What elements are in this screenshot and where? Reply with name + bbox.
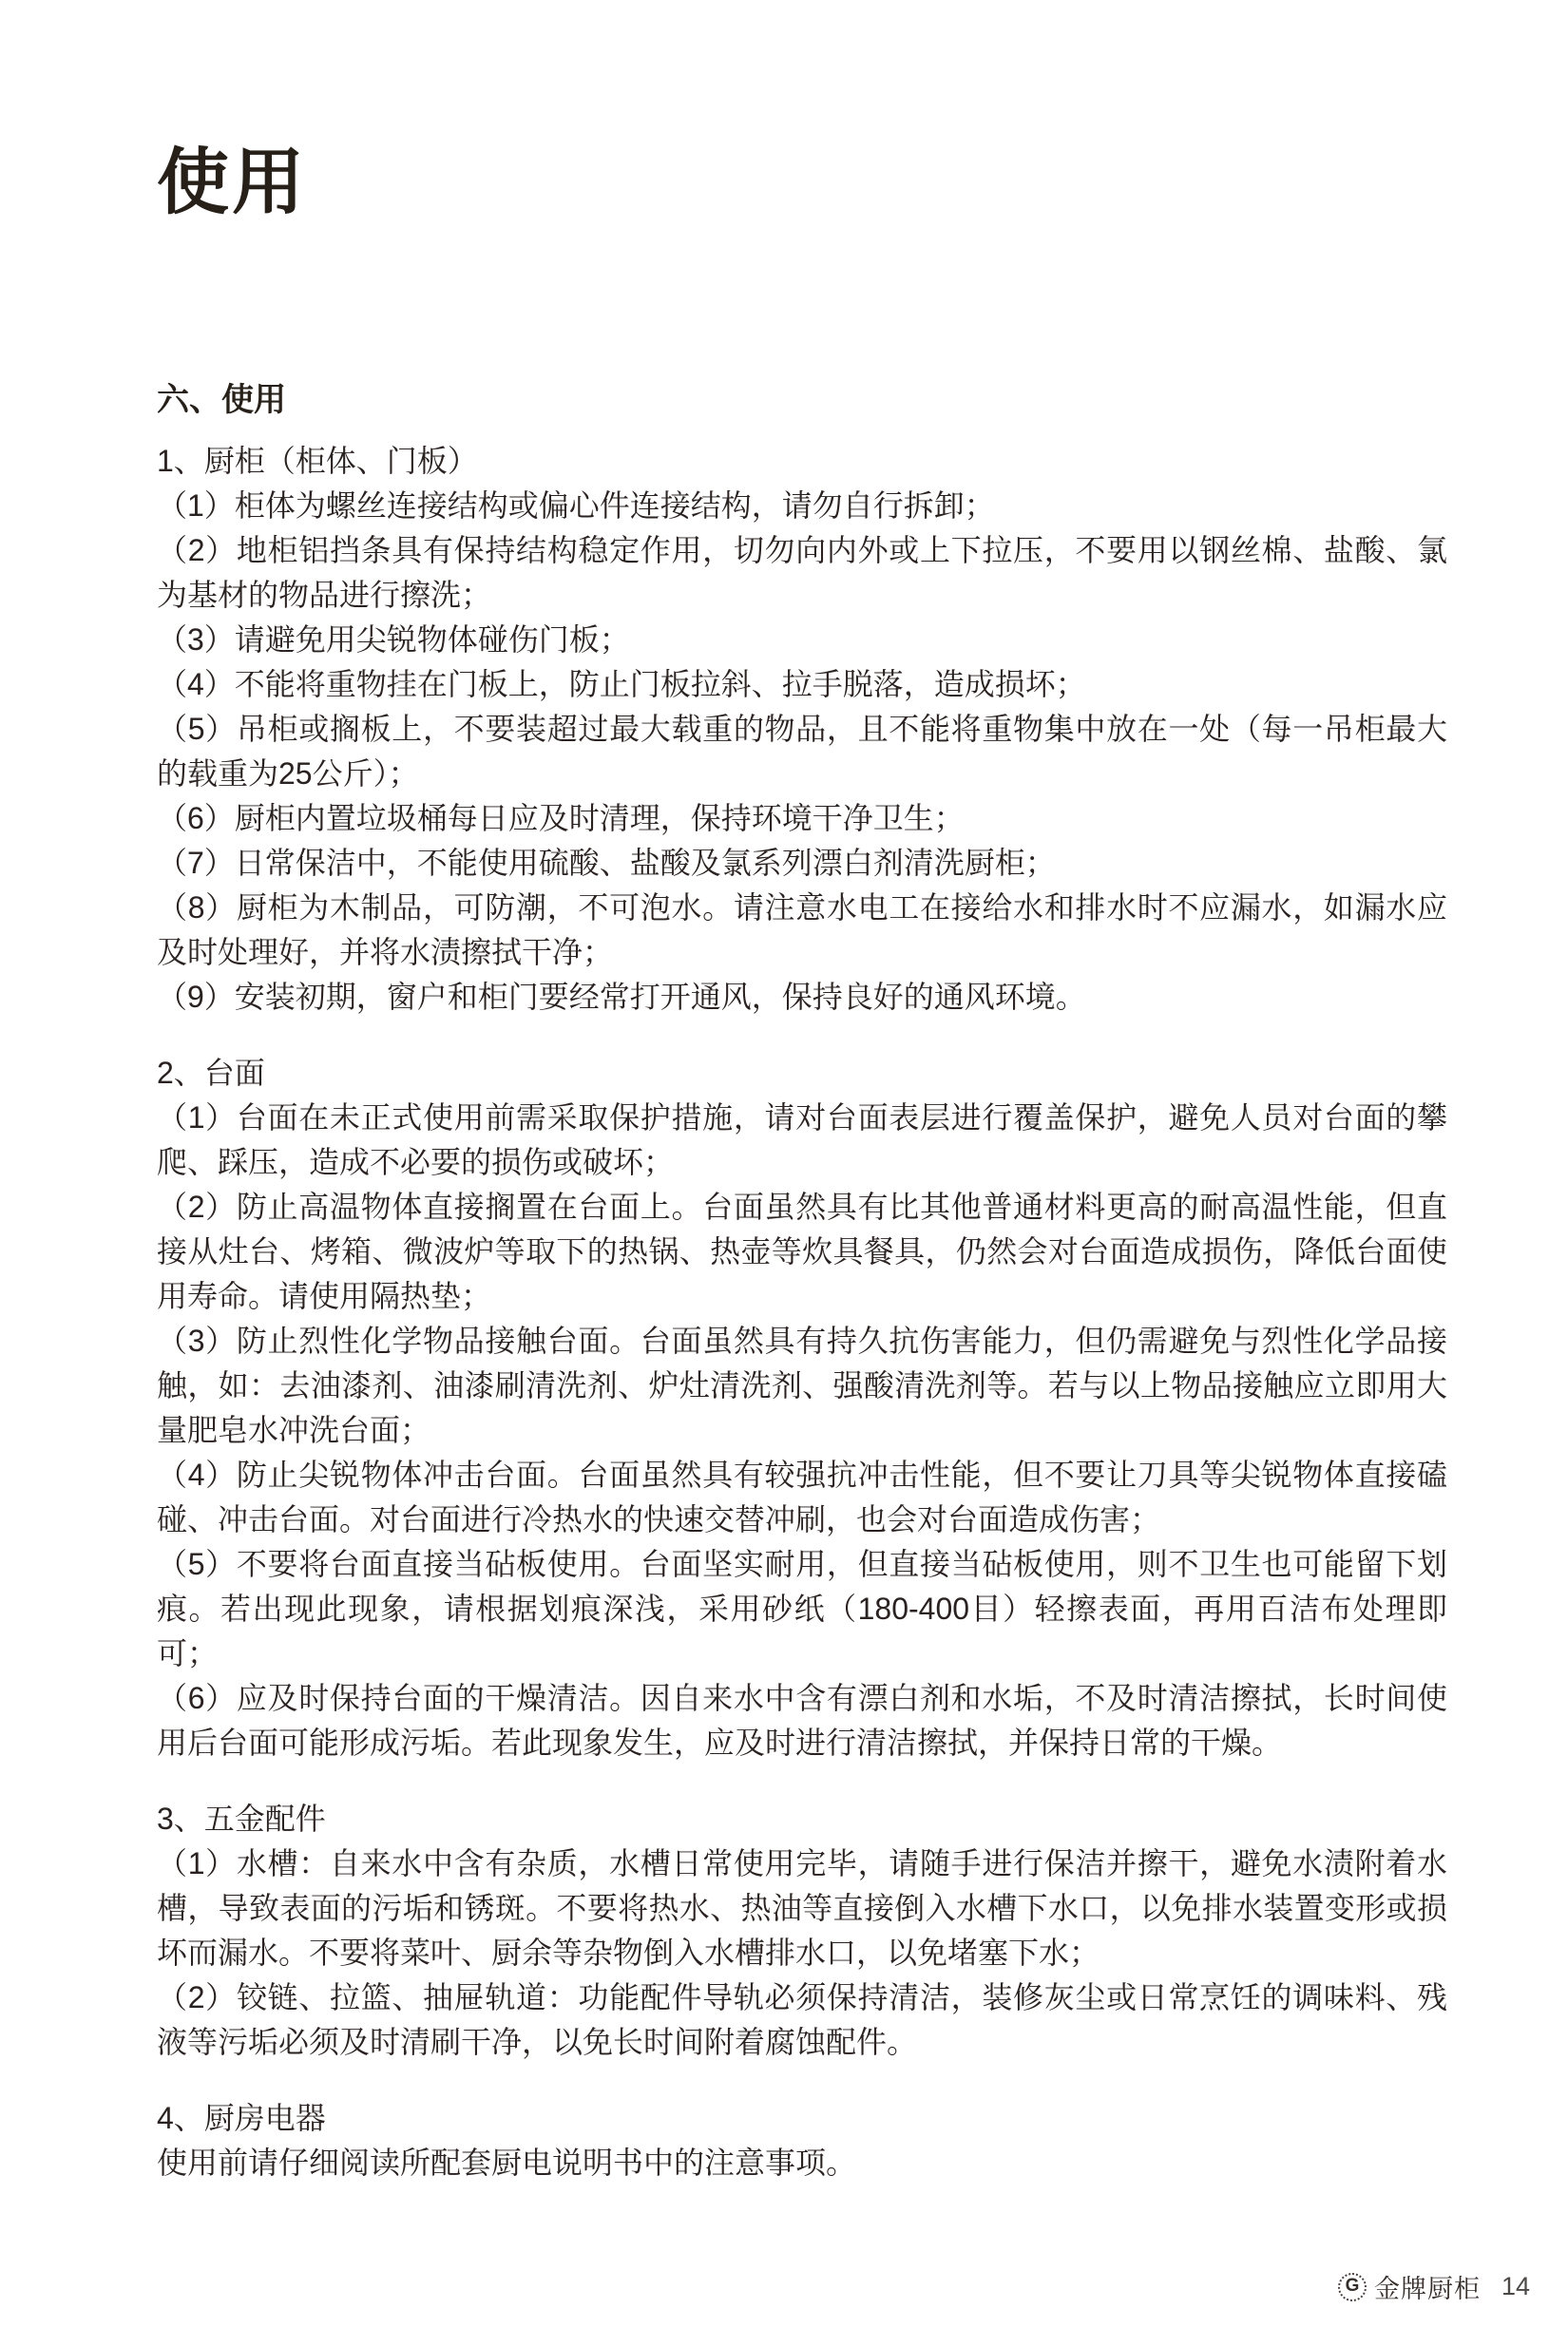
- subsection-heading-appliances: 4、厨房电器: [157, 2101, 326, 2135]
- brand-logo-letter: G: [1345, 2276, 1360, 2296]
- body-paragraph: （5）吊柜或搁板上，不要装超过最大载重的物品，且不能将重物集中放在一处（每一吊柜最大的载重为25公斤）；: [157, 712, 1447, 791]
- subsection-heading-countertop: 2、台面: [157, 1056, 265, 1090]
- body-paragraph: （2）铰链、拉篮、抽屉轨道：功能配件导轨必须保持清洁，装修灰尘或日常烹饪的调味料、残液等污垢必须及时清刷干净，以免长时间附着腐蚀配件。: [157, 1980, 1447, 2059]
- subsection-heading-hardware: 3、五金配件: [157, 1802, 326, 1836]
- body-paragraph: 使用前请仔细阅读所配套厨电说明书中的注意事项。: [157, 2146, 857, 2180]
- body-paragraph: （1）水槽：自来水中含有杂质，水槽日常使用完毕，请随手进行保洁并擦干，避免水渍附着水槽，导致表面的污垢和锈斑。不要将热水、热油等直接倒入水槽下水口，以免排水装置变形或损坏而漏水。不要将菜叶、厨余等杂物倒入水槽排水口，以免堵塞下水；: [157, 1846, 1447, 1970]
- subsection-heading-cabinet: 1、厨柜（柜体、门板）: [157, 444, 478, 478]
- page-content: [157, 0, 1447, 2185]
- section-heading: 六、使用: [157, 382, 286, 418]
- body-paragraph: （8）厨柜为木制品，可防潮，不可泡水。请注意水电工在接给水和排水时不应漏水，如漏水应及时处理好，并将水渍擦拭干净；: [157, 890, 1447, 969]
- body-paragraph: （2）地柜铝挡条具有保持结构稳定作用，切勿向内外或上下拉压，不要用以钢丝棉、盐酸、氯为基材的物品进行擦洗；: [157, 533, 1447, 612]
- brand-logo-icon: [1338, 2273, 1367, 2301]
- body-paragraph: （6）厨柜内置垃圾桶每日应及时清理，保持环境干净卫生；: [157, 801, 965, 835]
- body-paragraph: （4）防止尖锐物体冲击台面。台面虽然具有较强抗冲击性能，但不要让刀具等尖锐物体直接磕碰、冲击台面。对台面进行冷热水的快速交替冲刷，也会对台面造成伤害；: [157, 1458, 1447, 1536]
- body-paragraph: （2）防止高温物体直接搁置在台面上。台面虽然具有比其他普通材料更高的耐高温性能，但直接从灶台、烤箱、微波炉等取下的热锅、热壶等炊具餐具，仍然会对台面造成损伤，降低台面使用寿命。请使用隔热垫；: [157, 1190, 1447, 1313]
- body-paragraph: （1）柜体为螺丝连接结构或偏心件连接结构，请勿自行拆卸；: [157, 488, 995, 523]
- body-paragraph: （4）不能将重物挂在门板上，防止门板拉斜、拉手脱落，造成损坏；: [157, 667, 1086, 701]
- page-number: 14: [1501, 2272, 1530, 2300]
- body-paragraph: （1）台面在未正式使用前需采取保护措施，请对台面表层进行覆盖保护，避免人员对台面的攀爬、踩压，造成不必要的损伤或破坏；: [157, 1100, 1447, 1179]
- page-title: 使用: [157, 143, 307, 223]
- body-paragraph: （7）日常保洁中，不能使用硫酸、盐酸及氯系列漂白剂清洗厨柜；: [157, 846, 1056, 880]
- page-footer: [1338, 2268, 1530, 2305]
- body-paragraph: （3）防止烈性化学物品接触台面。台面虽然具有持久抗伤害能力，但仍需避免与烈性化学品接触，如：去油漆剂、油漆刷清洗剂、炉灶清洗剂、强酸清洗剂等。若与以上物品接触应立即用大量肥皂水冲洗台面；: [157, 1324, 1447, 1447]
- body-paragraph: （5）不要将台面直接当砧板使用。台面坚实耐用，但直接当砧板使用，则不卫生也可能留下划痕。若出现此现象，请根据划痕深浅，采用砂纸（180-400目）轻擦表面，再用百洁布处理即可；: [157, 1547, 1447, 1670]
- body-paragraph: （9）安装初期，窗户和柜门要经常打开通风，保持良好的通风环境。: [157, 980, 1086, 1014]
- body-paragraph: （3）请避免用尖锐物体碰伤门板；: [157, 622, 630, 657]
- body-paragraph: （6）应及时保持台面的干燥清洁。因自来水中含有漂白剂和水垢，不及时清洁擦拭，长时间使用后台面可能形成污垢。若此现象发生，应及时进行清洁擦拭，并保持日常的干燥。: [157, 1681, 1447, 1760]
- brand-name: 金牌厨柜: [1373, 2275, 1481, 2303]
